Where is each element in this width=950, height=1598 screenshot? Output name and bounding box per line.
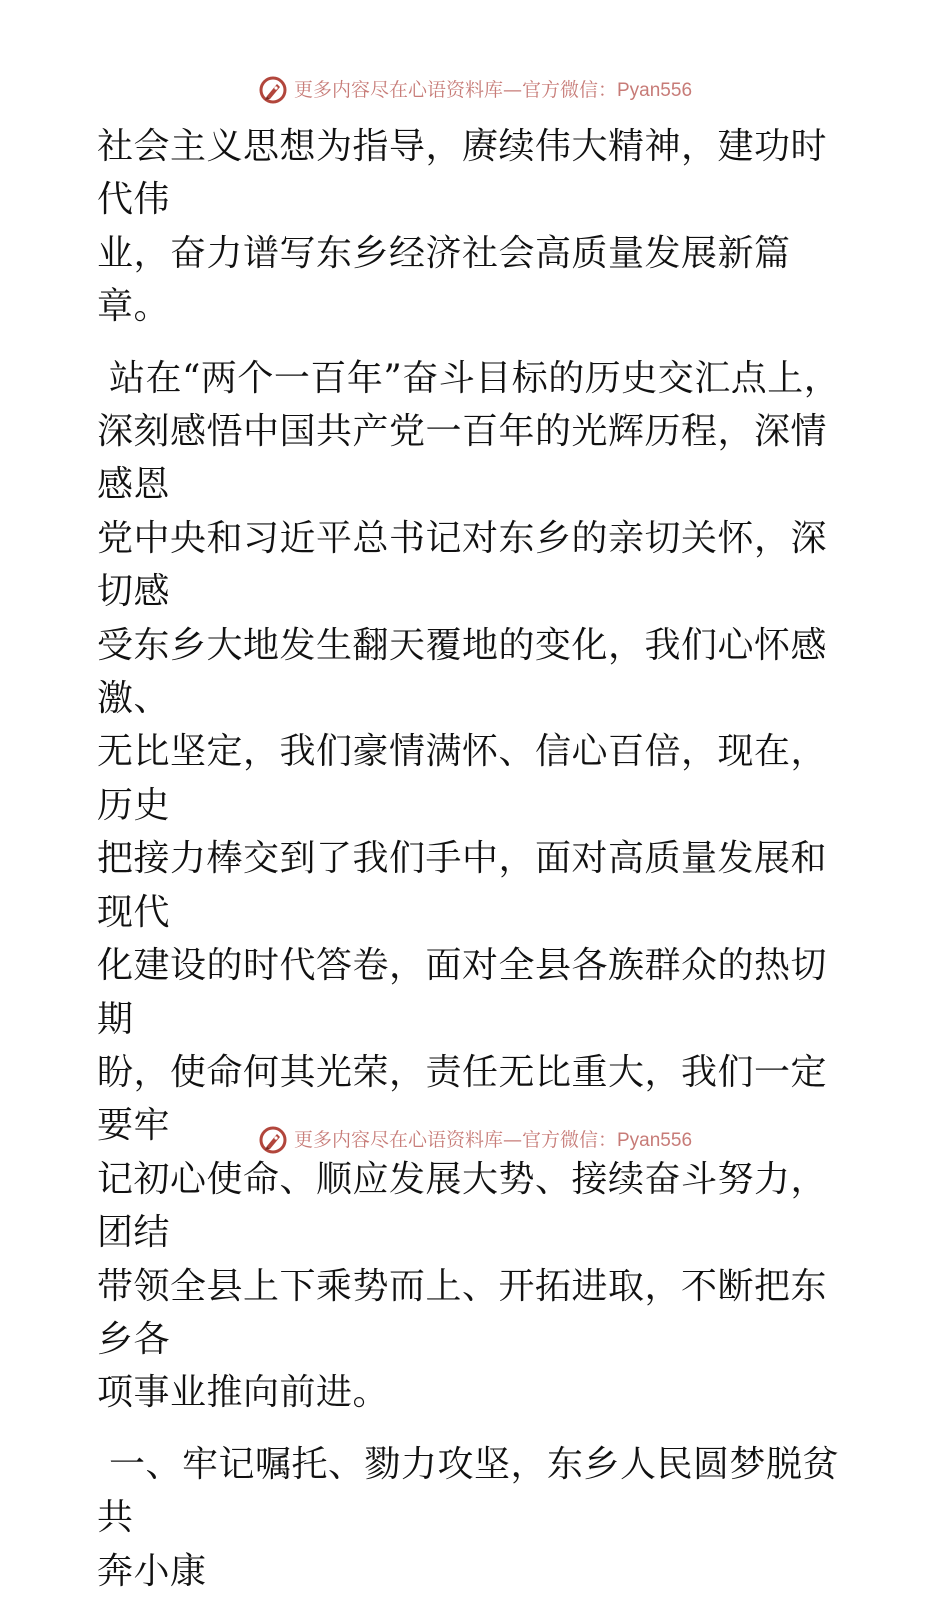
header-watermark-banner — [0, 72, 950, 108]
footer-watermark-banner — [0, 1122, 950, 1158]
footer-wechat-id: Pyan556 — [617, 1129, 693, 1151]
header-wechat-id: Pyan556 — [617, 79, 693, 101]
paragraph-1: 社会主义思想为指导，赓续伟大精神，建功时代伟 业，奋力谱写东乡经济社会高质量发展新篇章。 — [97, 126, 828, 328]
pen-nib-logo-icon — [258, 1125, 288, 1155]
pen-nib-logo-icon — [258, 75, 288, 105]
footer-watermark-text: 更多内容尽在心语资料库—官方微信： — [293, 1128, 617, 1151]
section-heading: 一、牢记嘱托、勠力攻坚，东乡人民圆梦脱贫共 奔小康 — [97, 1443, 839, 1592]
document-body — [97, 120, 857, 1598]
paragraph-2: 站在“两个一百年”奋斗目标的历史交汇点上， 深刻感悟中国共产党一百年的光辉历程，深情感恩 党中央和习近平总书记对东乡的亲切关怀，深切感 受东乡大地发生翻天覆地的变化，我们心怀感激、 无比坚定，我们豪情满怀、信心百倍，现在，历史 把接力棒交到了我们手中，面对高质量发展和现代 化建设的时代答卷，面对全县各族群众的热切期 盼，使命何其光荣，责任无比重大，我们一定要牢 记初心使命、顺应发展大势、接续奋斗努力，团结 带领全县上下乘势而上、开拓进取，不断把东乡各 项事业推向前进。 — [97, 357, 841, 1414]
header-watermark-text: 更多内容尽在心语资料库—官方微信： — [293, 78, 617, 101]
